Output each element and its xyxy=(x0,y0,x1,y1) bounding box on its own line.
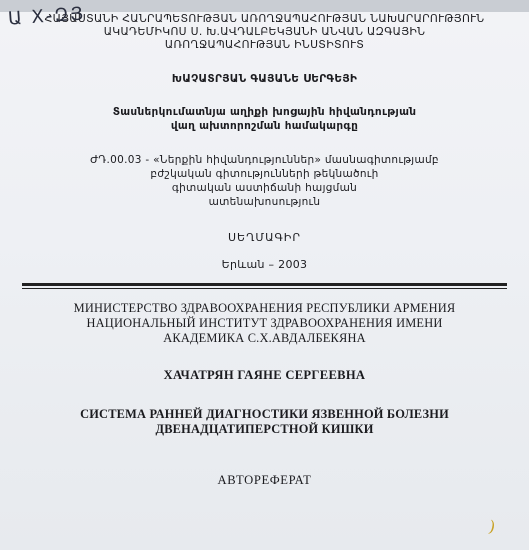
armenian-city-year: Երևան – 2003 xyxy=(221,258,308,271)
russian-title-line: ДВЕНАДЦАТИПЕРСТНОЙ КИШКИ xyxy=(155,422,374,436)
armenian-author-name: ԽԱՉԱՏՐՅԱՆ ԳԱՅԱՆԵ ՍԵՐԳԵՅԻ xyxy=(171,73,358,85)
armenian-specialty-line: ատենախոսություն xyxy=(208,196,321,208)
russian-ministry-line: АКАДЕМИКА С.Х.АВДАЛБЕКЯНА xyxy=(163,331,366,345)
armenian-specialty-line: բժշկական գիտությունների թեկնածուի xyxy=(150,168,379,180)
armenian-specialty-block xyxy=(8,153,521,209)
russian-title-line: СИСТЕМА РАННЕЙ ДИАГНОСТИКИ ЯЗВЕННОЙ БОЛЕЗНИ xyxy=(80,407,449,421)
armenian-specialty-line: գիտական աստիճանի հայցման xyxy=(171,182,358,194)
armenian-title-line: վաղ ախտորոշման համակարգը xyxy=(170,120,359,132)
handwritten-mark: Ա Χ-ԶՅ xyxy=(7,3,86,30)
paper-stain-mark: ) xyxy=(486,516,497,537)
document-page xyxy=(0,3,529,550)
armenian-ministry-line: ՀԱՅԱՍՏԱՆԻ ՀԱՆՐԱՊԵՏՈՒԹՅԱՆ ԱՌՈՂՋԱՊԱՀՈՒԹՅԱՆ ՆԱԽԱՐԱՐՈՒԹՅՈՒՆ xyxy=(44,12,485,25)
divider-thick-line xyxy=(22,283,507,286)
russian-thesis-title xyxy=(8,407,521,437)
armenian-document-type: ՍԵՂՄԱԳԻՐ xyxy=(227,231,302,244)
russian-author-name: ХАЧАТРЯН ГАЯНЕ СЕРГЕЕВНА xyxy=(163,368,366,382)
armenian-ministry-line: ԱՌՈՂՋԱՊԱՀՈՒԹՅԱՆ ԻՆՍՏԻՏՈՒՏ xyxy=(164,38,365,51)
russian-ministry-line: МИНИСТЕРСТВО ЗДРАВООХРАНЕНИЯ РЕСПУБЛИКИ АРМЕНИЯ xyxy=(73,301,456,315)
russian-ministry-line: НАЦИОНАЛЬНЫЙ ИНСТИТУТ ЗДРАВООХРАНЕНИЯ ИМЕНИ xyxy=(86,316,443,330)
russian-ministry-header xyxy=(8,301,521,346)
armenian-specialty-line: ԺԴ.00.03 - «Ներքին հիվանդություններ» մասնագիտությամբ xyxy=(90,154,439,166)
armenian-ministry-line: ԱԿԱԴԵՄԻԿՈՍ Ս. Խ.ԱՎԴԱԼԲԵԿՅԱՆԻ ԱՆՎԱՆ ԱԶԳԱՅԻՆ xyxy=(103,25,426,38)
armenian-title-line: Տասներկումատնյա աղիքի խոցային հիվանդության xyxy=(112,106,417,118)
armenian-thesis-title xyxy=(8,105,521,133)
russian-document-type: АВТОРЕФЕРАТ xyxy=(217,473,312,487)
double-rule-divider xyxy=(22,283,507,289)
divider-thin-line xyxy=(22,288,507,289)
